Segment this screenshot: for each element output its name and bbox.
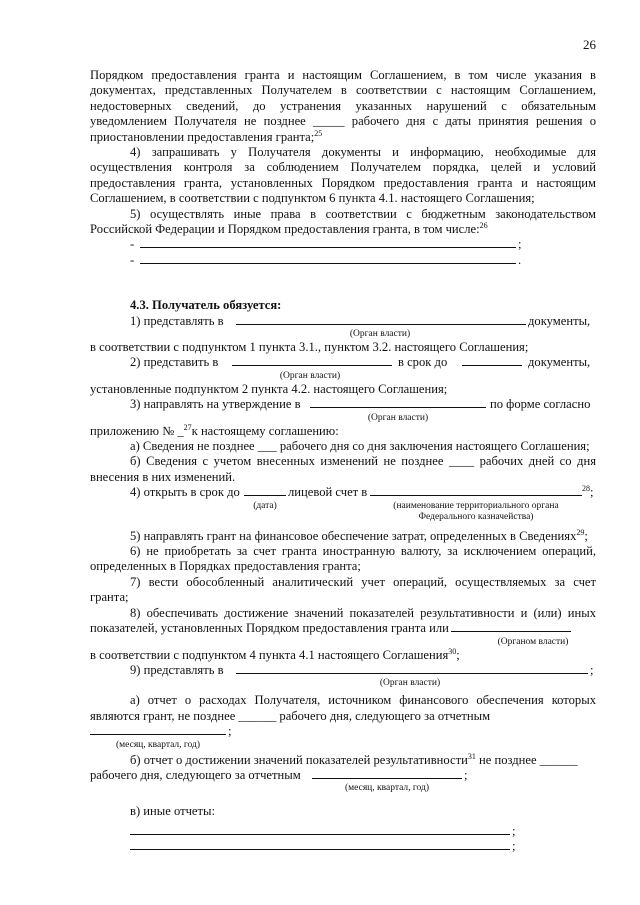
item-text: 9) представлять в bbox=[130, 662, 224, 677]
line-end: ; bbox=[518, 237, 522, 252]
other-reports-blank-2 bbox=[90, 839, 596, 854]
item-text: документы, bbox=[528, 313, 591, 328]
caption-treasury-1: (наименование территориального органа bbox=[393, 500, 559, 511]
fill-in-blank bbox=[312, 768, 462, 779]
item-text: 5) направлять грант на финансовое обеспечение затрат, определенных в Сведениях bbox=[130, 528, 577, 543]
item-text: в срок до bbox=[398, 355, 448, 370]
line-end: ; bbox=[512, 823, 516, 838]
fill-in-blank bbox=[462, 355, 522, 366]
line-end: . bbox=[518, 252, 522, 267]
fill-in-blank bbox=[236, 314, 526, 325]
item-text: приложению № _ bbox=[90, 423, 184, 438]
caption-organ: (Орган власти) bbox=[279, 370, 341, 381]
caption-organ: (Орган власти) bbox=[379, 678, 441, 689]
footnote-ref-29: 29 bbox=[576, 527, 585, 537]
item-8-cont bbox=[90, 648, 596, 663]
footnote-ref-28: 28 bbox=[582, 484, 590, 494]
item-text: 4) открыть в срок до bbox=[130, 485, 240, 500]
item-3-cont bbox=[90, 424, 596, 439]
item-text: не позднее ______ bbox=[478, 752, 578, 767]
caption-period: (месяц, квартал, год) bbox=[115, 739, 201, 750]
section-heading: 4.3. Получатель обязуется: bbox=[130, 298, 282, 313]
footnote-ref-25: 25 bbox=[314, 128, 323, 138]
item-text: 2) представить в bbox=[130, 355, 219, 370]
footnote-ref-30: 30 bbox=[448, 646, 457, 656]
fill-in-blank bbox=[232, 355, 392, 366]
fill-in-blank bbox=[310, 397, 486, 408]
caption-organ-by: (Органом власти) bbox=[497, 636, 569, 647]
caption-period: (месяц, квартал, год) bbox=[344, 783, 430, 794]
item-9-line bbox=[90, 663, 596, 678]
item-9a-blank bbox=[90, 724, 596, 739]
page-number: 26 bbox=[583, 37, 596, 52]
item-3a: а) Сведения не позднее ___ рабочего дня со дня заключения настоящего Соглашения; bbox=[130, 439, 590, 454]
fill-in-blank bbox=[140, 253, 516, 264]
blank-line-2 bbox=[90, 253, 596, 268]
item-text: 1) представлять в bbox=[130, 313, 224, 328]
item-9b-line bbox=[90, 768, 596, 783]
fill-in-blank bbox=[130, 824, 510, 835]
line-end: ; bbox=[590, 485, 594, 500]
caption-organ: (Орган власти) bbox=[349, 329, 411, 340]
footnote-ref-26: 26 bbox=[479, 221, 488, 231]
paragraph-text: 5) осуществлять иные права в соответствии с бюджетным законодательством Российской Федерации и Порядком предоставления гранта, в том числе: bbox=[90, 206, 596, 237]
line-end: ; bbox=[456, 647, 460, 662]
item-7: 7) вести обособленный аналитический учет операций, осуществляемых за счет гранта; bbox=[90, 574, 596, 605]
paragraph-item-5 bbox=[90, 207, 596, 238]
item-4-line bbox=[90, 485, 596, 500]
item-5 bbox=[90, 529, 596, 544]
fill-in-blank bbox=[90, 724, 226, 735]
item-text: в соответствии с подпунктом 4 пункта 4.1 настоящего Соглашения bbox=[90, 647, 449, 662]
item-text: документы, bbox=[528, 355, 591, 370]
paragraph-suspension bbox=[90, 68, 596, 145]
item-3b: б) Сведения с учетом внесенных изменений не позднее ____ рабочих дней со дня внесения в них изменений. bbox=[90, 454, 596, 484]
fill-in-blank bbox=[244, 485, 286, 496]
dash-marker: - bbox=[130, 237, 135, 252]
line-end: ; bbox=[464, 767, 468, 782]
item-6: 6) не приобретать за счет гранта иностранную валюту, за исключением операций, определенных в Порядках предоставления гранта; bbox=[90, 544, 596, 574]
caption-date: (дата) bbox=[253, 500, 277, 511]
fill-in-blank bbox=[236, 663, 588, 674]
item-2-cont: установленные подпунктом 2 пункта 4.2. настоящего Соглашения; bbox=[90, 381, 448, 396]
item-4-captions bbox=[90, 501, 596, 525]
line-end: ; bbox=[590, 662, 594, 677]
item-9v: в) иные отчеты: bbox=[130, 804, 215, 819]
caption-organ: (Орган власти) bbox=[367, 412, 429, 423]
dash-marker: - bbox=[130, 252, 135, 267]
item-2-line bbox=[90, 355, 596, 370]
item-8 bbox=[90, 606, 596, 637]
caption-treasury-2: Федерального казначейства) bbox=[418, 511, 534, 522]
item-1-cont: в соответствии с подпунктом 1 пункта 3.1., пунктом 3.2. настоящего Соглашения; bbox=[90, 340, 529, 355]
line-end: ; bbox=[584, 528, 588, 543]
line-end: ; bbox=[512, 839, 516, 854]
item-text: б) отчет о достижении значений показателей результативности bbox=[130, 752, 468, 767]
paragraph-text: Порядком предоставления гранта и настоящим Соглашением, в том числе указания в документах, представленных Получателем в соответствии с настоящим Соглашением, недостоверных сведений, до устранения указанных нарушений с обязательным уведомлением Получателя не позднее _____ рабочего дня с даты принятия решения о приостановлении предоставления гранта; bbox=[90, 68, 596, 144]
document-body bbox=[90, 68, 596, 854]
item-text: по форме согласно bbox=[490, 397, 591, 412]
other-reports-blank-1 bbox=[90, 824, 596, 839]
item-text: лицевой счет в bbox=[288, 485, 368, 500]
item-1-line bbox=[90, 314, 596, 329]
fill-in-blank bbox=[370, 485, 582, 496]
item-9a: а) отчет о расходах Получателя, источником финансового обеспечения которых являются грант, не позднее ______ рабочего дня, следующего за отчетным bbox=[90, 693, 596, 723]
item-text: рабочего дня, следующего за отчетным bbox=[90, 767, 301, 782]
item-text: к настоящему соглашению: bbox=[191, 423, 339, 438]
footnote-ref-31: 31 bbox=[467, 751, 476, 761]
fill-in-blank bbox=[451, 621, 571, 632]
item-3-line bbox=[90, 397, 596, 412]
line-end: ; bbox=[228, 724, 232, 739]
blank-line-1 bbox=[90, 237, 596, 252]
paragraph-item-4: 4) запрашивать у Получателя документы и информацию, необходимые для осуществления контроля за соблюдением Получателем порядка, целей и условий предоставления гранта, установленных Порядком предоставления гранта и настоящим Соглашением, в соответствии с подпунктом 6 пункта 4.1. настоящего Соглашения; bbox=[90, 145, 596, 206]
fill-in-blank bbox=[140, 237, 516, 248]
item-9b bbox=[90, 753, 596, 768]
item-text: 3) направлять на утверждение в bbox=[130, 397, 301, 412]
footnote-ref-27: 27 bbox=[183, 422, 192, 432]
fill-in-blank bbox=[130, 839, 510, 850]
item-text: 8) обеспечивать достижение значений показателей результативности и (или) иных показателей, установленных Порядком предоставления гранта или bbox=[90, 605, 596, 636]
